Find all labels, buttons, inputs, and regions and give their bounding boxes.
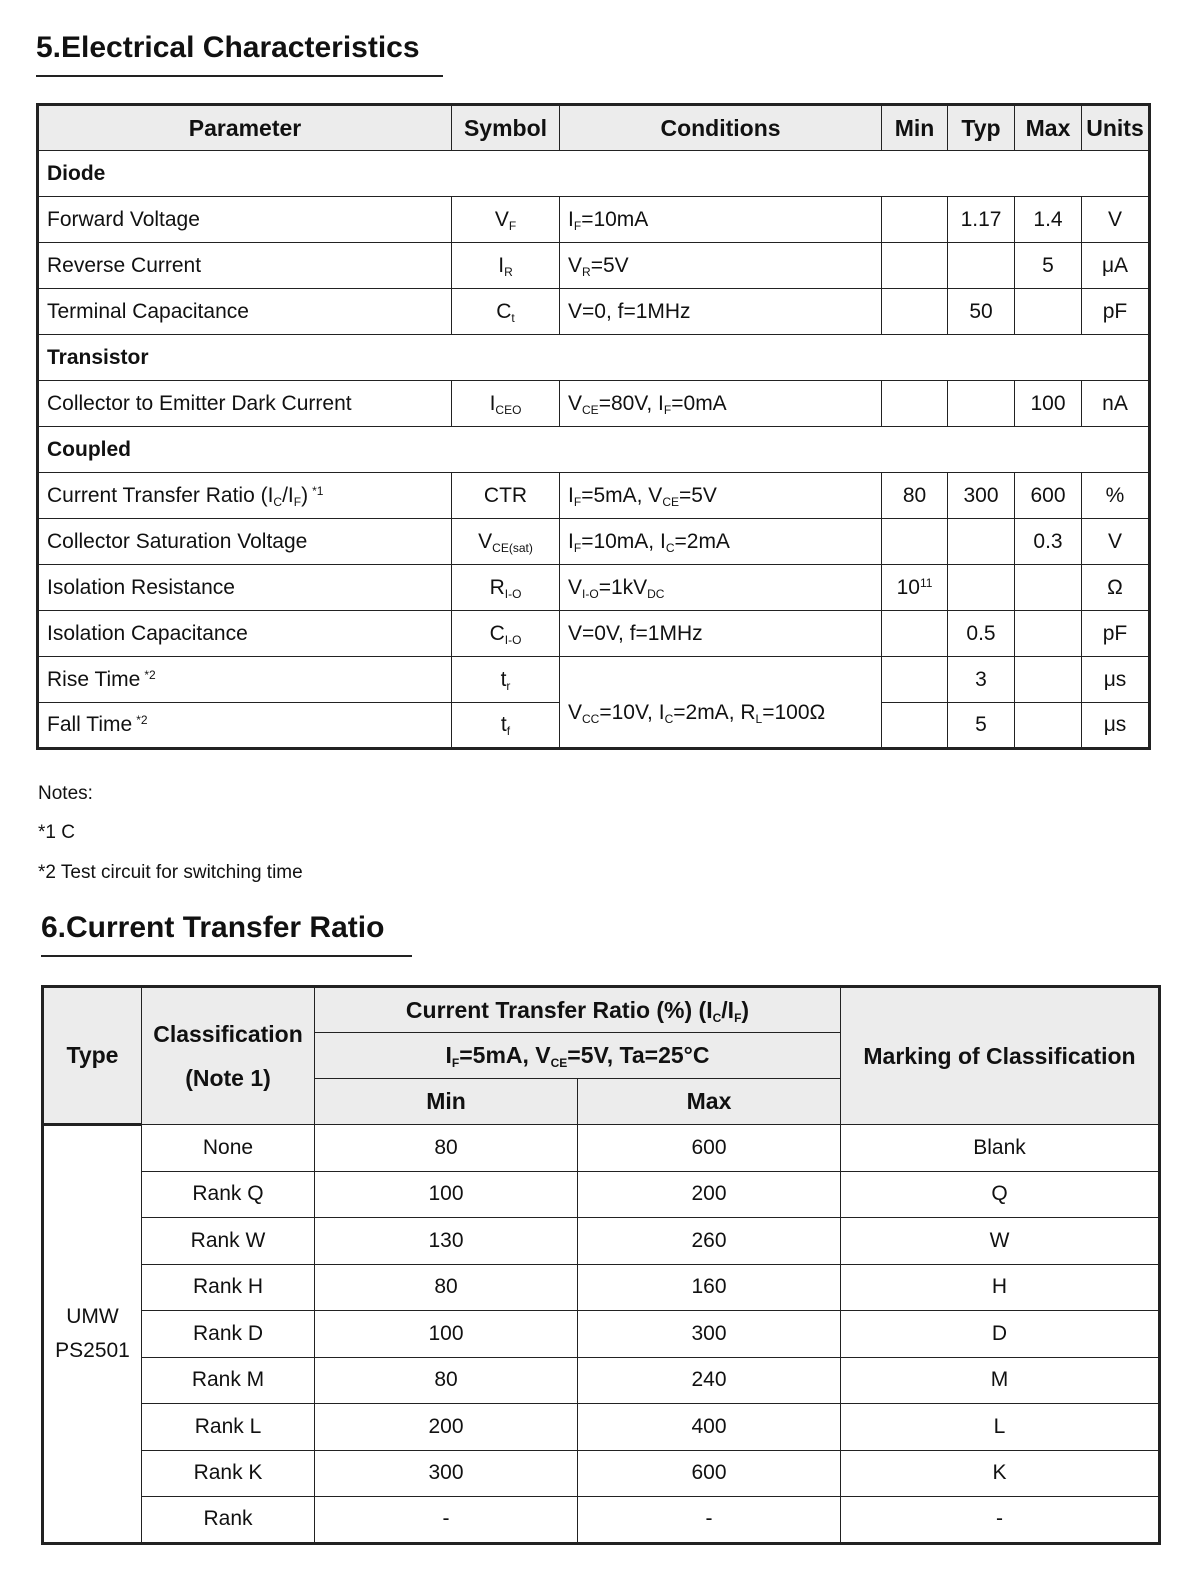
symbol-cell: $C_{I-O}$ (452, 611, 560, 657)
section-5-title: 5.Electrical Characteristics (36, 31, 420, 64)
param-cell: Terminal Capacitance (38, 289, 452, 335)
symbol-cell: $t_f$ (452, 703, 560, 749)
param-cell: Isolation Capacitance (38, 611, 452, 657)
group-row-diode (38, 151, 1150, 197)
header-ctr-conditions: $I_F=5mA$, $V_{CE}=5V$, Ta=25°C (315, 1033, 841, 1079)
typ-cell: 50 (948, 289, 1015, 335)
symbol-cell: $V_F$ (452, 197, 560, 243)
ctr-max-cell: 240 (578, 1357, 841, 1404)
max-cell: 1.4 (1015, 197, 1082, 243)
marking-cell: M (841, 1357, 1160, 1404)
param-cell: Forward Voltage (38, 197, 452, 243)
min-cell: $10^{11}$ (882, 565, 948, 611)
unit-cell: μs (1082, 657, 1150, 703)
notes-label: Notes: (38, 783, 93, 804)
classification-cell: Rank (142, 1497, 315, 1544)
symbol-cell: $C_t$ (452, 289, 560, 335)
ctr-min-cell: 200 (315, 1404, 578, 1451)
group-label-diode: Diode (38, 151, 1150, 197)
typ-cell (948, 519, 1015, 565)
marking-cell: D (841, 1311, 1160, 1358)
conditions-cell: $I_F=10mA$ (560, 197, 882, 243)
typ-cell: 3 (948, 657, 1015, 703)
unit-cell: pF (1082, 611, 1150, 657)
unit-cell: % (1082, 473, 1150, 519)
min-cell (882, 197, 948, 243)
ctr-min-cell: 100 (315, 1311, 578, 1358)
classification-cell: None (142, 1125, 315, 1172)
table-row (38, 657, 1150, 703)
typ-cell: 1.17 (948, 197, 1015, 243)
table-row (43, 1404, 1160, 1451)
marking-cell: H (841, 1264, 1160, 1311)
marking-cell: Blank (841, 1125, 1160, 1172)
marking-cell: W (841, 1218, 1160, 1265)
header-type: Type (43, 987, 142, 1125)
table-row (38, 381, 1150, 427)
ctr-max-cell: 260 (578, 1218, 841, 1265)
table-row (38, 611, 1150, 657)
conditions-cell: V=0, f=1MHz (560, 289, 882, 335)
note-1: *1 C (38, 822, 75, 843)
symbol-cell: $R_{I-O}$ (452, 565, 560, 611)
max-cell: 0.3 (1015, 519, 1082, 565)
min-cell (882, 289, 948, 335)
table-row (38, 243, 1150, 289)
typ-cell (948, 381, 1015, 427)
max-cell (1015, 289, 1082, 335)
ctr-max-cell: 400 (578, 1404, 841, 1451)
header-parameter: Parameter (38, 105, 452, 151)
rank-rows (43, 1125, 1160, 1544)
section-6-title: 6.Current Transfer Ratio (41, 911, 385, 944)
header-conditions: Conditions (560, 105, 882, 151)
ctr-max-cell: 160 (578, 1264, 841, 1311)
table-row (38, 289, 1150, 335)
ctr-min-cell: - (315, 1497, 578, 1544)
ctr-min-cell: 100 (315, 1171, 578, 1218)
table-row (43, 1218, 1160, 1265)
min-cell (882, 519, 948, 565)
unit-cell: nA (1082, 381, 1150, 427)
table-row (43, 1264, 1160, 1311)
max-cell: 5 (1015, 243, 1082, 289)
ctr-classification-table (41, 985, 1161, 1545)
unit-cell: V (1082, 519, 1150, 565)
param-cell: Collector to Emitter Dark Current (38, 381, 452, 427)
header-min: Min (882, 105, 948, 151)
max-cell (1015, 565, 1082, 611)
marking-cell: K (841, 1450, 1160, 1497)
header-symbol: Symbol (452, 105, 560, 151)
table-row (43, 1497, 1160, 1544)
typ-cell: 300 (948, 473, 1015, 519)
marking-cell: - (841, 1497, 1160, 1544)
classification-cell: Rank M (142, 1357, 315, 1404)
ctr-min-cell: 300 (315, 1450, 578, 1497)
type-cell: UMW PS2501 (43, 1125, 142, 1544)
unit-cell: μA (1082, 243, 1150, 289)
typ-cell (948, 243, 1015, 289)
symbol-cell: $I_R$ (452, 243, 560, 289)
conditions-cell: $V_R=5V$ (560, 243, 882, 289)
switch-conditions-cell: $V_{CC}=10V$, $I_C=2mA$, $R_L=100\Omega$ (560, 657, 882, 749)
table-row (38, 519, 1150, 565)
table-header-row (43, 987, 1160, 1033)
unit-cell: μs (1082, 703, 1150, 749)
min-cell (882, 611, 948, 657)
table-row (38, 473, 1150, 519)
header-max: Max (1015, 105, 1082, 151)
ctr-max-cell: - (578, 1497, 841, 1544)
conditions-cell: $V_{I-O}=1kV_{DC}$ (560, 565, 882, 611)
min-cell (882, 657, 948, 703)
section-6-title-underline (41, 955, 412, 957)
ctr-min-cell: 80 (315, 1357, 578, 1404)
param-cell: Collector Saturation Voltage (38, 519, 452, 565)
ctr-max-cell: 600 (578, 1125, 841, 1172)
header-classification-line2: (Note 1) (185, 1065, 271, 1091)
ctr-max-cell: 600 (578, 1450, 841, 1497)
min-cell (882, 703, 948, 749)
header-classification-line1: Classification (153, 1021, 303, 1047)
ctr-min-cell: 80 (315, 1264, 578, 1311)
max-cell (1015, 611, 1082, 657)
conditions-cell: $V_{CE}=80V$, $I_F=0mA$ (560, 381, 882, 427)
table-row (43, 1125, 1160, 1172)
min-cell: 80 (882, 473, 948, 519)
header-ctr: Current Transfer Ratio (%) $(I_C/I_F)$ (315, 987, 841, 1033)
symbol-cell: CTR (452, 473, 560, 519)
classification-cell: Rank L (142, 1404, 315, 1451)
min-cell (882, 381, 948, 427)
conditions-cell: $I_F=10mA$, $I_C=2mA$ (560, 519, 882, 565)
classification-cell: Rank D (142, 1311, 315, 1358)
min-cell (882, 243, 948, 289)
typ-cell: 0.5 (948, 611, 1015, 657)
symbol-cell: $t_r$ (452, 657, 560, 703)
unit-cell: Ω (1082, 565, 1150, 611)
electrical-characteristics-table (36, 103, 1151, 750)
param-cell: Current Transfer Ratio $(I_C/I_F)$ $^{*1}$ (38, 473, 452, 519)
max-cell (1015, 703, 1082, 749)
marking-cell: Q (841, 1171, 1160, 1218)
param-cell: Fall Time $^{*2}$ (38, 703, 452, 749)
ctr-max-cell: 200 (578, 1171, 841, 1218)
group-label-coupled: Coupled (38, 427, 1150, 473)
marking-cell: L (841, 1404, 1160, 1451)
max-cell (1015, 657, 1082, 703)
header-ctr-max: Max (578, 1079, 841, 1125)
classification-cell: Rank W (142, 1218, 315, 1265)
table-row (43, 1311, 1160, 1358)
classification-cell: Rank H (142, 1264, 315, 1311)
param-cell: Isolation Resistance (38, 565, 452, 611)
table-row (43, 1450, 1160, 1497)
param-cell: Reverse Current (38, 243, 452, 289)
conditions-cell: V=0V, f=1MHz (560, 611, 882, 657)
group-label-transistor: Transistor (38, 335, 1150, 381)
unit-cell: V (1082, 197, 1150, 243)
header-ctr-min: Min (315, 1079, 578, 1125)
symbol-cell: $I_{CEO}$ (452, 381, 560, 427)
max-cell: 100 (1015, 381, 1082, 427)
symbol-cell: $V_{CE(sat)}$ (452, 519, 560, 565)
classification-cell: Rank K (142, 1450, 315, 1497)
section-5-title-underline (36, 75, 443, 77)
header-typ: Typ (948, 105, 1015, 151)
max-cell: 600 (1015, 473, 1082, 519)
header-classification (142, 987, 315, 1125)
classification-cell: Rank Q (142, 1171, 315, 1218)
group-row-transistor (38, 335, 1150, 381)
conditions-cell: $I_F=5mA$, $V_{CE}=5V$ (560, 473, 882, 519)
header-marking: Marking of Classification (841, 987, 1160, 1125)
typ-cell: 5 (948, 703, 1015, 749)
unit-cell: pF (1082, 289, 1150, 335)
ctr-min-cell: 130 (315, 1218, 578, 1265)
header-units: Units (1082, 105, 1150, 151)
note-2: *2 Test circuit for switching time (38, 862, 303, 883)
table-row (43, 1357, 1160, 1404)
group-row-coupled (38, 427, 1150, 473)
ctr-max-cell: 300 (578, 1311, 841, 1358)
param-cell: Rise Time $^{*2}$ (38, 657, 452, 703)
ctr-min-cell: 80 (315, 1125, 578, 1172)
table-row (43, 1171, 1160, 1218)
table-row (38, 565, 1150, 611)
table-row (38, 197, 1150, 243)
typ-cell (948, 565, 1015, 611)
table-header-row (38, 105, 1150, 151)
